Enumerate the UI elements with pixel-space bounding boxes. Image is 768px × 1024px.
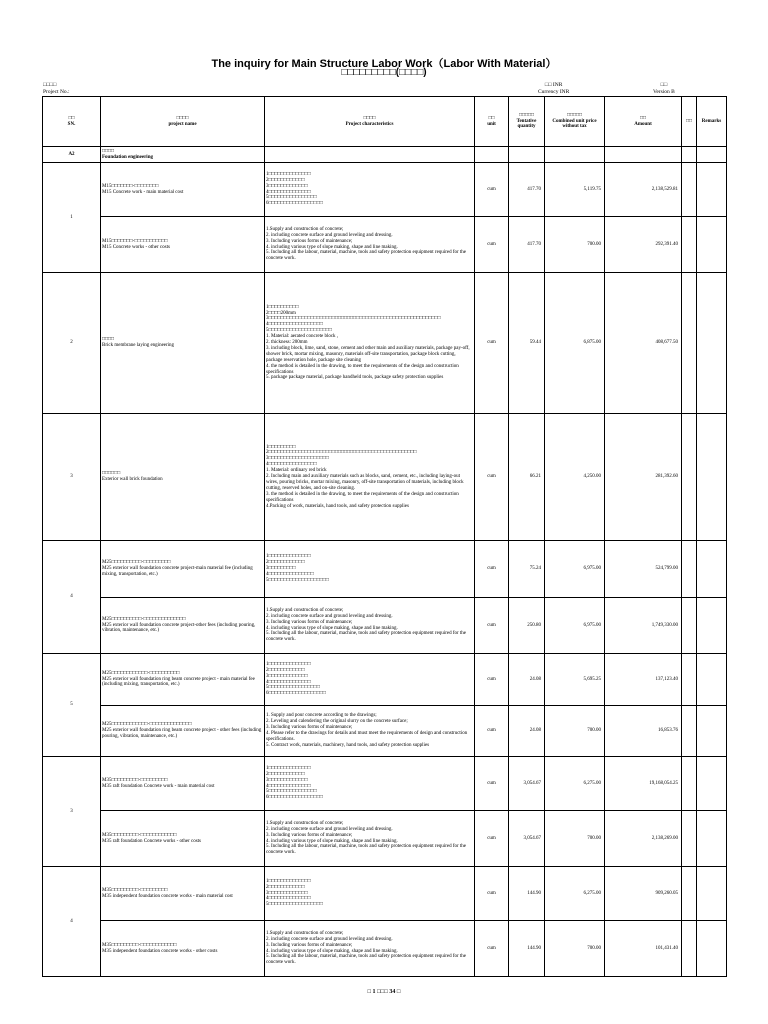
row-quantity: 144.90 [509,921,545,977]
currency-label: Currency INR [538,88,570,95]
row-sn: 1 [43,163,101,273]
row-quantity: 66.21 [509,414,545,541]
row-unit: cum [475,541,509,598]
row-characteristics: 1□□□□□□□□□□□□□□ 2□□□□□□□□□□□□ 3□□□□□□□□□□□□□ 4□□□□□□□□□□□□□□ 5□□□□□□□□□□□□□□□□□ 6□□□□□□□□□□□□□□□□□□□ [265,654,475,706]
row-remarks [697,811,727,867]
row-name-cn: M35□□□□□□□□□-□□□□□□□□□ [102,777,168,783]
header-amount: □□ Amount [605,97,682,147]
row-name-en: M25 exterior wall foundation concrete project-main material fee (including mixing, transportation, etc.) [102,566,253,577]
row-remarks [697,867,727,921]
row-amount: 524,799.00 [605,541,682,598]
row-unit: cum [475,757,509,811]
row-remarks [697,414,727,541]
row-unit: cum [475,654,509,706]
row-name-cn: M25□□□□□□□□□□□□-□□□□□□□□□□□□□□ [102,722,192,728]
row-sn: 4 [43,867,101,977]
row-quantity: 24.08 [509,706,545,757]
document-title: The inquiry for Main Structure Labor Work（Labor With Material） [211,58,557,70]
row-project-name [101,217,265,273]
row-unit: cum [475,867,509,921]
row-characteristics: 1□□□□□□□□□□□□□□ 2□□□□□□□□□□□□ 3□□□□□□□□□ 4□□□□□□□□□□□□□□□ 5□□□□□□□□□□□□□□□□□□□□ [265,541,475,598]
row-name-cn: M25□□□□□□□□□□□□-□□□□□□□□□□ [102,670,180,676]
row-amount: 408,677.50 [605,273,682,414]
header-row [43,97,727,147]
table-row [43,811,727,867]
header-unit: □□ unit [475,97,509,147]
row-remarks [697,598,727,654]
row-unit-price: 6,275.00 [545,867,605,921]
row-unit-price: 700.00 [545,217,605,273]
row-unit: cum [475,706,509,757]
row-characteristics: 1□□□□□□□□□□□□□□ 2□□□□□□□□□□□□ 3□□□□□□□□□□□□□ 4□□□□□□□□□□□□□□ 5□□□□□□□□□□□□□□□□ 6□□□□□□□□□□□□□□□□□□ [265,757,475,811]
row-quantity: 3,054.67 [509,757,545,811]
row-quantity: 75.24 [509,541,545,598]
row-project-name [101,163,265,217]
row-remarks [697,163,727,217]
row-unit-price: 6,975.00 [545,541,605,598]
row-project-name [101,273,265,414]
row-characteristics: 1. Supply and pour concrete according to the drawings; 2. Leveling and calendering the original slurry on the concrete surface; 3. Including various forms of maintenance; 4. Please refer to the drawings for details and must meet the requirements of design and construction specifications. 5. Contract work, materials, machinery, hand tools, and safety protection supplies [265,706,475,757]
row-remarks [697,541,727,598]
row-name-en: Brick membrane laying engineering [102,343,175,348]
row-name-cn: M25□□□□□□□□□□-□□□□□□□□□□□□□□ [102,616,186,622]
row-unit: cum [475,811,509,867]
row-characteristics: 1□□□□□□□□□□□□□□ 2□□□□□□□□□□□□ 3□□□□□□□□□□□□□ 4□□□□□□□□□□□□□□ 5□□□□□□□□□□□□□□□□ 6□□□□□□□□□□□□□□□□□□ [265,163,475,217]
row-amount: 281,392.60 [605,414,682,541]
section-name: □□□□ Foundation engineering [101,147,265,163]
row-extra [682,217,697,273]
row-name-cn: M35□□□□□□□□□-□□□□□□□□□ [102,887,168,893]
row-unit-price: 6,975.00 [545,598,605,654]
row-sn: 3 [43,757,101,867]
table-row [43,414,727,541]
row-extra [682,867,697,921]
row-name-en: M35 raft foundation Concrete work - main material cost [102,783,215,789]
table-row [43,867,727,921]
row-extra [682,598,697,654]
row-amount: 19,168,054.25 [605,757,682,811]
header-characteristics: □□□□ Project characteristics [265,97,475,147]
row-unit-price: 5,119.75 [545,163,605,217]
row-extra [682,757,697,811]
row-project-name [101,541,265,598]
row-name-en: Exterior wall brick foundation [102,477,163,482]
table-row [43,921,727,977]
row-name-en: M35 raft foundation Concrete works - other costs [102,838,202,844]
row-extra [682,811,697,867]
row-unit-price: 700.00 [545,811,605,867]
table-row [43,217,727,273]
row-amount: 2,138,529.81 [605,163,682,217]
row-characteristics: 1.Supply and construction of concrete; 2. including concrete surface and ground leveling and dressing. 3. Including various forms of maintenance; 4. including various type of slope making, shape and line making. 5. Including all the labour, material, machine, tools and safety protection equipment required for the concrete work. [265,811,475,867]
version-cn: □□ [660,82,668,88]
row-quantity: 417.70 [509,163,545,217]
row-name-cn: M25□□□□□□□□□□-□□□□□□□□□ [102,560,171,566]
row-unit: cum [475,273,509,414]
row-extra [682,541,697,598]
row-name-en: M15 Concrete works - other costs [102,244,170,250]
row-amount: 2,138,269.00 [605,811,682,867]
row-project-name [101,706,265,757]
row-name-en: M25 exterior wall foundation ring beam concrete project - other fees (including pouring, vibration, maintenance, etc.) [102,728,262,739]
row-name-en: M25 exterior wall foundation concrete project-other fees (including pouring, vibration, maintenance, etc.) [102,622,256,634]
row-amount: 16,853.76 [605,706,682,757]
row-project-name [101,654,265,706]
row-unit-price: 700.00 [545,921,605,977]
row-remarks [697,921,727,977]
row-name-en: M25 exterior wall foundation ring beam concrete project - main material fee (including mixing, transportation, etc.) [102,676,255,688]
row-sn: 3 [43,414,101,541]
project-no [43,82,70,95]
header-quantity: □□□□□ Tentative quantity [509,97,545,147]
table-row [43,163,727,217]
header-remarks: Remarks [697,97,727,147]
document-subtitle: □□□□□□□□□(□□□□) [341,67,427,78]
row-amount: 137,123.40 [605,654,682,706]
row-unit-price: 4,250.00 [545,414,605,541]
project-no-label: Project No.: [43,88,70,95]
row-extra [682,414,697,541]
row-project-name [101,811,265,867]
header-sn: □□ SN. [43,97,101,147]
row-project-name [101,414,265,541]
row-extra [682,273,697,414]
row-unit: cum [475,163,509,217]
inquiry-table [42,96,727,977]
row-remarks [697,217,727,273]
row-extra [682,921,697,977]
row-unit-price: 6,275.00 [545,757,605,811]
row-sn: 5 [43,654,101,757]
row-name-en: M35 independent foundation concrete works - main material cost [102,893,233,899]
row-name-cn: □□□□□□ [102,471,121,477]
row-unit: cum [475,598,509,654]
row-characteristics: 1□□□□□□□□□ 2□□□□□□□□□□□□□□□□□□□□□□□□□□□□□□□□□□□□□□□□□□□□□□□□□ 3□□□□□□□□□□□□□□□□□□□□ 4□□□□□□□□□□□□□□□□ 1. Material: ordinary red brick 2. Including main and auxiliary materials such as blocks, sand, cement, etc., including laying-out wires, pouring bricks, mortar mixing, masonry, off-site transportation of materials, including block cutting, reserved holes, and on-site cleaning. 3. the method is detailed in the drawing, to meet the requirements of the design and construction specifications 4.Packing of work, materials, hand tools, and safety protection supplies [265,414,475,541]
row-characteristics: 1□□□□□□□□□□□□□□ 2□□□□□□□□□□□□ 3□□□□□□□□□□□□□ 4□□□□□□□□□□□□□□ 5□□□□□□□□□□□□□□□□□□ [265,867,475,921]
row-unit-price: 6,875.00 [545,273,605,414]
header-project-name: □□□□ project name [101,97,265,147]
row-unit: cum [475,414,509,541]
row-characteristics: 1.Supply and construction of concrete; 2. including concrete surface and ground leveling and dressing. 3. Including various forms of maintenance; 4. including various type of slope making, shape and line making. 5. Including all the labour, material, machine, tools and safety protection equipment required for the concrete work. [265,598,475,654]
row-characteristics: 1.Supply and construction of concrete; 2. including concrete surface and ground leveling and dressing. 3. Including various forms of maintenance; 4. including various type of slope making, shape and line making. 5. Including all the labour, material, machine, tools and safety protection equipment required for the concrete work. [265,217,475,273]
currency [538,82,569,95]
header-extra: □□ [682,97,697,147]
row-remarks [697,757,727,811]
table-row [43,273,727,414]
row-extra [682,654,697,706]
section-row [43,147,727,163]
row-name-en: M35 independent foundation concrete works - other costs [102,948,218,954]
row-extra [682,163,697,217]
table-row [43,757,727,811]
table-row [43,541,727,598]
row-characteristics: 1.Supply and construction of concrete; 2. including concrete surface and ground leveling and dressing. 3. Including various forms of maintenance; 4. including various type of slope making, shape and line making. 5. Including all the labour, material, machine, tools and safety protection equipment required for the concrete work. [265,921,475,977]
row-name-cn: M15□□□□□□□-□□□□□□□□ [102,183,159,189]
row-quantity: 24.08 [509,654,545,706]
row-amount: 101,431.40 [605,921,682,977]
version-label: Version B [653,88,675,95]
row-quantity: 417.70 [509,217,545,273]
version [653,82,675,95]
row-name-en: M15 Concrete work - main material cost [102,189,184,195]
row-name-cn: □□□□ [102,337,115,343]
row-quantity: 250.80 [509,598,545,654]
row-sn: 2 [43,273,101,414]
row-unit-price: 700.00 [545,706,605,757]
row-remarks [697,273,727,414]
page-footer: □ 1 □□□ 34 □ [367,989,401,995]
row-amount: 1,749,330.00 [605,598,682,654]
row-sn: 4 [43,541,101,654]
row-remarks [697,654,727,706]
row-unit: cum [475,921,509,977]
row-remarks [697,706,727,757]
row-name-cn: M35□□□□□□□□□-□□□□□□□□□□□□ [102,832,177,838]
row-project-name [101,921,265,977]
row-characteristics: 1□□□□□□□□□□ 2□□□□200mm 3□□□□□□□□□□□□□□□□□□□□□□□□□□□□□□□□□□□□□□□□□□□□□□□□□□□□□□□□□ 4□□□□□□□□□□□□□□□□□□ 5□□□□□□□□□□□□□□□□□□□□□ 1. Material: aerated concrete block , 2. thickness: 200mm 3. including block, lime, sand, stone, cement and other main and auxiliary materials, package pay-off, shower brick, mortar mixing, masonry, materials off-site transportation, package block cutting, package reservation hole, package site cleaning 4. the method is detailed in the drawing, to meet the requirements of the design and construction specifications 5. package package material, package handheld tools, package safety protection supplies [265,273,475,414]
header-unit-price: □□□□□ Combined unit price without tax [545,97,605,147]
row-quantity: 59.44 [509,273,545,414]
row-unit: cum [475,217,509,273]
row-name-cn: M15□□□□□□□-□□□□□□□□□□□ [102,238,168,244]
project-no-cn: □□□□ [43,82,57,88]
row-project-name [101,757,265,811]
row-project-name [101,598,265,654]
table-row [43,654,727,706]
row-unit-price: 5,695.25 [545,654,605,706]
row-name-cn: M35□□□□□□□□□-□□□□□□□□□□□□ [102,942,177,948]
currency-cn: □□ INR [544,82,563,88]
row-quantity: 3,054.67 [509,811,545,867]
table-row [43,706,727,757]
row-amount: 292,391.40 [605,217,682,273]
section-sn: A2 [43,147,101,163]
row-extra [682,706,697,757]
row-project-name [101,867,265,921]
row-quantity: 144.90 [509,867,545,921]
row-amount: 909,260.05 [605,867,682,921]
table-row [43,598,727,654]
